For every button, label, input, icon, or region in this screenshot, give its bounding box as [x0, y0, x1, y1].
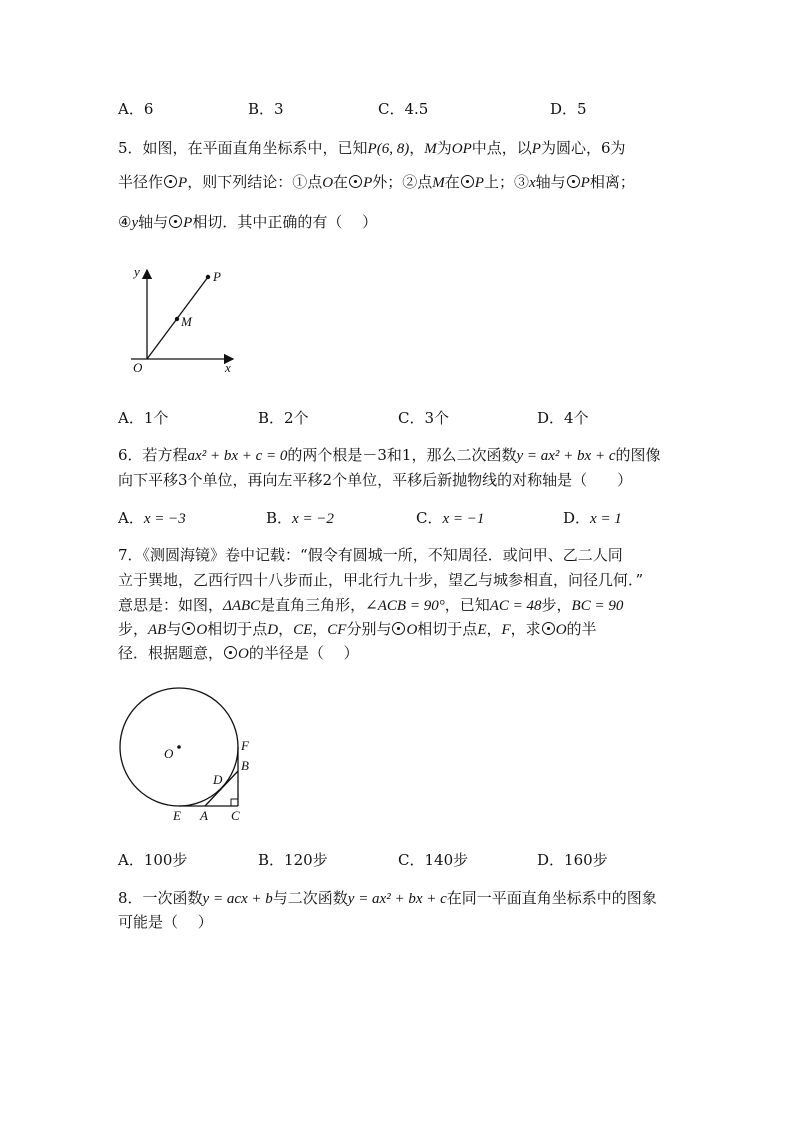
q7-option-a: A．100步 [118, 851, 188, 869]
q7-line-1: 7．《测圆海镜》卷中记载：“假令有圆城一所，不知周径．或问甲、乙二人同 [118, 546, 623, 564]
label-c: C [231, 808, 240, 823]
q6-option-b: B．x = −2 [266, 509, 334, 527]
q4-option-a: A．6 [118, 100, 154, 118]
circle-dot-icon [182, 622, 195, 635]
label-y: y [134, 264, 140, 279]
label-x: x [225, 360, 231, 375]
q7-option-c: C．140步 [398, 851, 469, 869]
q8-line-1: 8．一次函数y = acx + b与二次函数y = ax² + bx + c在同一平面直角坐标系中的图象 [118, 889, 657, 907]
circle-dot-icon [567, 175, 580, 188]
circle-dot-icon [542, 622, 555, 635]
q7-option-d: D．160步 [537, 851, 608, 869]
q7-line-5: 径．根据题意， O的半径是（ ） [118, 644, 359, 662]
q8-line-2: 可能是（ ） [118, 913, 213, 931]
q5-option-d: D．4个 [537, 409, 589, 427]
q4-option-c: C．4.5 [378, 100, 429, 118]
q6-option-c: C．x = −1 [416, 509, 485, 527]
center-o [177, 745, 181, 749]
circle-dot-icon [392, 622, 405, 635]
q4-option-d: D．5 [550, 100, 587, 118]
q7-line-3: 意思是：如图，ΔABC是直角三角形，∠ACB = 90°，已知AC = 48步，BC = 90 [118, 596, 624, 614]
label-o: O [133, 360, 143, 375]
q6-line-1: 6．若方程ax² + bx + c = 0的两个根是－3和1，那么二次函数y = ax² + bx + c的图像 [118, 446, 661, 464]
q5-option-b: B．2个 [258, 409, 309, 427]
label-f: F [241, 738, 249, 753]
right-angle-mark [231, 799, 238, 806]
label-d: D [213, 772, 223, 787]
circle-dot-icon [349, 175, 362, 188]
circle-dot-icon [224, 646, 237, 659]
label-m: M [181, 314, 192, 329]
circle-dot-icon [169, 215, 182, 228]
q4-option-b: B．3 [248, 100, 284, 118]
label-a: A [200, 808, 208, 823]
q7-figure [112, 680, 262, 830]
q5-line-3: ④y轴与 P相切．其中正确的有（ ） [118, 213, 378, 231]
q5-figure [125, 262, 245, 377]
label-o: O [164, 746, 174, 761]
q5-option-a: A．1个 [118, 409, 169, 427]
q5-line-1: 5．如图，在平面直角坐标系中，已知P(6, 8)，M为OP中点，以P为圆心，6为 [118, 139, 626, 157]
q6-option-a: A．x = −3 [118, 509, 186, 527]
circle-dot-icon [164, 175, 177, 188]
circle-dot-icon [461, 175, 474, 188]
q5-line-2: 半径作 P，则下列结论：①点O在 P外；②点M在 P上；③x轴与 P相离； [118, 173, 635, 191]
point-p [206, 275, 210, 279]
q6-line-2: 向下平移3个单位，再向左平移2个单位，平移后新抛物线的对称轴是（ ） [118, 471, 633, 489]
q6-option-d: D．x = 1 [563, 509, 622, 527]
label-p: P [213, 269, 221, 284]
q7-line-2: 立于巽地，乙西行四十八步而止，甲北行九十步，望乙与城参相直，问径几何．” [118, 571, 644, 589]
label-e: E [173, 808, 181, 823]
q7-option-b: B．120步 [258, 851, 328, 869]
label-b: B [241, 758, 249, 773]
point-m [175, 317, 179, 321]
q7-line-4: 步，AB与 O相切于点D，CE，CF分别与 O相切于点E，F，求 O的半 [118, 620, 597, 638]
q5-option-c: C．3个 [398, 409, 450, 427]
